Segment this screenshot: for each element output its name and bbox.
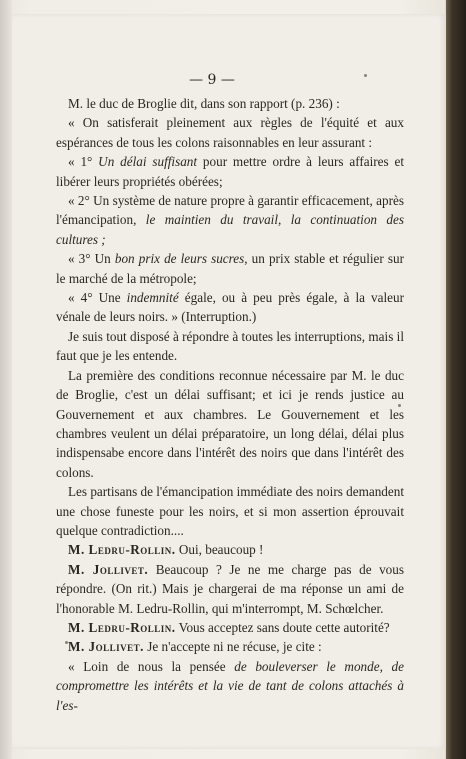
paragraph [56, 249, 404, 288]
paragraph [56, 327, 404, 366]
paragraph-text: « 2° Un système de nature propre à garantir efficacement, après l'émancipation, [56, 193, 404, 228]
paragraph [56, 618, 404, 637]
paragraph-text: le maintien du travail, la continuation des cultures ; [56, 212, 404, 247]
paragraph-text: Je suis tout disposé à répondre à toutes les interruptions, mais il faut que je les entende. [56, 328, 404, 364]
paragraph-text: « Loin de nous la pensée [68, 658, 235, 674]
paragraph [56, 637, 404, 656]
paragraph [56, 657, 404, 715]
paragraph-text: Je n'accepte ni ne récuse, je cite : [143, 639, 322, 655]
paragraph-text: indemnité [126, 290, 179, 306]
paragraph [56, 152, 404, 191]
paragraph [56, 113, 404, 152]
paragraph-text: de bouleverser le monde, de compromettre les intérêts et la vie de tant de colons attachés à l'es- [56, 658, 404, 713]
paragraph [56, 540, 404, 559]
paper-speck [65, 641, 68, 644]
paragraph-text: « 3° Un [68, 251, 115, 267]
paragraph [56, 560, 404, 618]
paragraph-text: égale, ou à peu près égale, à la valeur vénale de leurs noirs. » (Interruption.) [56, 290, 404, 325]
paragraph-text: Beaucoup ? Je ne me charge pas de vous répondre. (On rit.) Mais je chargerai de ma réponse un ami de l'honorable M. Ledru-Rollin, qui m'interrompt, M. Schœlcher. [56, 561, 404, 616]
paper-speck [364, 74, 367, 77]
paragraph-text: M. le duc de Broglie dit, dans son rapport (p. 236) : [68, 96, 340, 111]
paragraph-text: La première des conditions reconnue nécessaire par M. le duc de Broglie, c'est un délai suffisant; et ici je rends justice au Gouvernement et aux chambres. Le Gouvernement et les chambres veulent un délai préparatoire, un long délai, délai plus indispensabe encore dans l'intérêt des noirs que dans l'intérêt des colons. [56, 367, 404, 480]
paragraph [56, 288, 404, 327]
paragraph-text: , un prix stable et régulier sur le marché de la métropole; [56, 251, 404, 286]
paragraph-text: Un délai suffisant [98, 154, 198, 170]
speaker-name: M. Ledru-Rollin. [68, 619, 176, 635]
paragraph-text: pour mettre ordre à leurs affaires et libérer leurs propriétés obérées; [56, 154, 404, 189]
speaker-name: M. Jollivet. [68, 639, 144, 655]
speaker-name: M. Ledru-Rollin. [68, 542, 176, 558]
paragraph-text: bon prix de leurs sucres [114, 251, 245, 267]
paragraph-text: « 4° Une [68, 290, 127, 306]
paragraph-text: « 1° [68, 154, 99, 170]
paper-speck [398, 404, 401, 407]
page-number: — 9 — [189, 72, 235, 88]
paragraph-text: Vous acceptez sans doute cette autorité? [175, 619, 390, 635]
speaker-name: M. Jollivet. [68, 561, 149, 577]
paragraph [56, 482, 404, 540]
page-body-text [56, 94, 404, 715]
paragraph-text: Les partisans de l'émancipation immédiate des noirs demandent une chose funeste pour les noirs, et si mon assertion éprouvait quelque contradiction.... [56, 484, 404, 538]
page-left-edge [0, 0, 12, 759]
paragraph [56, 191, 404, 249]
paragraph-text: « On satisferait pleinement aux règles de l'équité et aux espérances de tous les colons raisonnables en leur assurant : [56, 115, 404, 150]
book-binding-edge [446, 0, 466, 759]
paragraph [56, 366, 404, 482]
paragraph [56, 94, 404, 113]
paragraph-text: Oui, beaucoup ! [175, 542, 264, 558]
